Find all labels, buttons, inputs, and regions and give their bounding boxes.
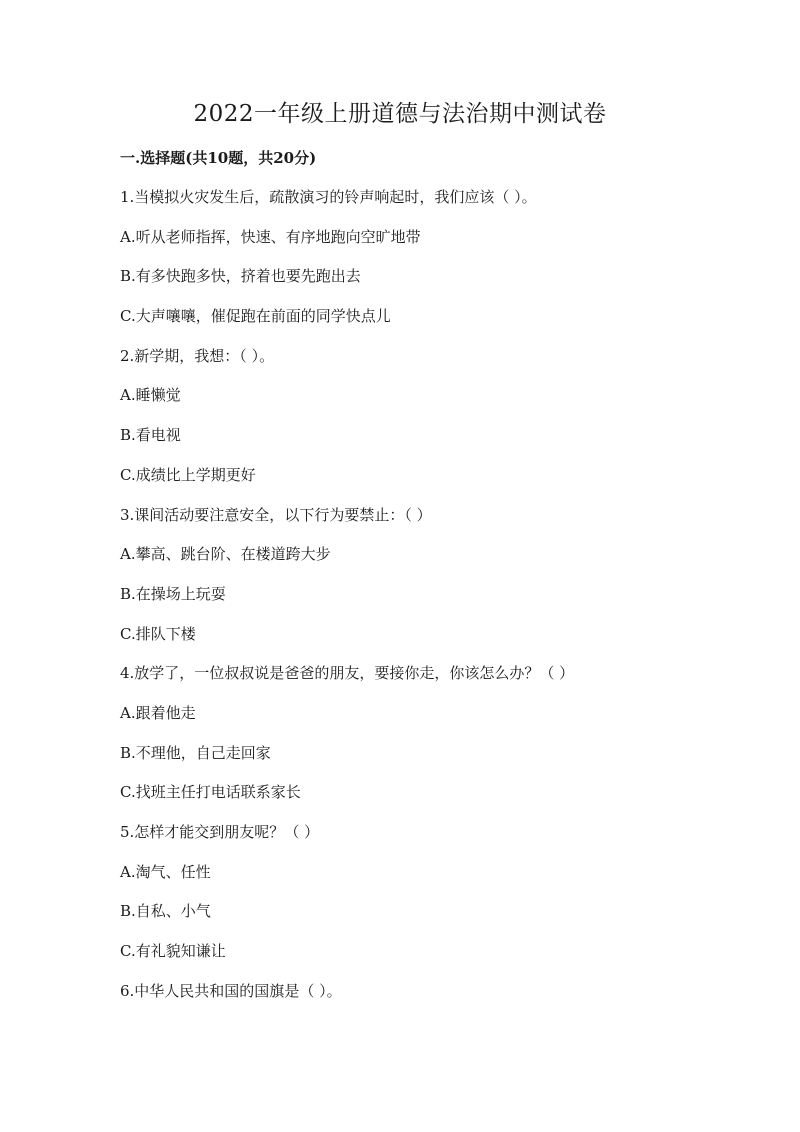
question-4-option-c: C.找班主任打电话联系家长 xyxy=(120,783,301,802)
document-title: 2022一年级上册道德与法治期中测试卷 xyxy=(193,101,607,127)
question-list xyxy=(120,184,740,1017)
question-3-option-b: B.在操场上玩耍 xyxy=(120,584,226,603)
question-3-option-a: A.攀高、跳台阶、在楼道跨大步 xyxy=(120,545,331,564)
question-5-option-b: B.自私、小气 xyxy=(120,902,211,921)
question-1-stem: 1.当模拟火灾发生后，疏散演习的铃声响起时，我们应该（ ）。 xyxy=(120,188,537,206)
question-5-stem: 5.怎样才能交到朋友呢？（ ） xyxy=(120,823,320,841)
question-1-option-b: B.有多快跑多快，挤着也要先跑出去 xyxy=(120,267,361,286)
question-5-option-a: A.淘气、任性 xyxy=(120,862,211,881)
question-2-option-c: C.成绩比上学期更好 xyxy=(120,465,256,484)
question-2-option-b: B.看电视 xyxy=(120,426,181,445)
question-1-option-c: C.大声嚷嚷，催促跑在前面的同学快点儿 xyxy=(120,307,391,326)
question-3-option-c: C.排队下楼 xyxy=(120,624,196,643)
question-4-option-b: B.不理他，自己走回家 xyxy=(120,743,271,762)
question-2-stem: 2.新学期，我想：（ ）。 xyxy=(120,346,275,365)
question-4-stem: 4.放学了，一位叔叔说是爸爸的朋友，要接你走，你该怎么办？（ ） xyxy=(120,664,575,683)
question-2-option-a: A.睡懒觉 xyxy=(120,386,181,405)
question-1-option-a: A.听从老师指挥，快速、有序地跑向空旷地带 xyxy=(120,227,421,246)
question-6-stem: 6.中华人民共和国的国旗是（ ）。 xyxy=(120,981,342,1000)
section-header: 一.选择题(共10题，共20分) xyxy=(120,149,317,167)
question-4-option-a: A.跟着他走 xyxy=(120,703,196,722)
question-5-option-c: C.有礼貌知谦让 xyxy=(120,942,226,961)
question-3-stem: 3.课间活动要注意安全，以下行为要禁止：（ ） xyxy=(120,505,432,524)
